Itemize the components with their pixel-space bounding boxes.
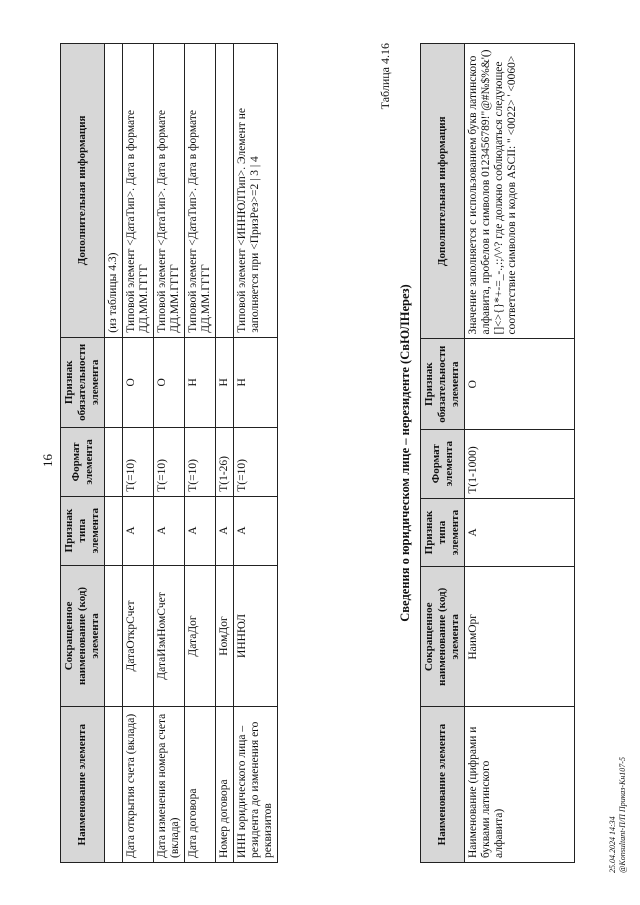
header-name: Наименование элемента	[61, 706, 105, 862]
cell-code: ИННЮЛ	[234, 565, 278, 707]
header-info: Дополнительная информация	[421, 43, 465, 339]
table-header-row	[421, 43, 465, 862]
cell-type: А	[216, 496, 234, 565]
header-type: Признак типа элемента	[61, 496, 105, 565]
cell-code: ДатаДог	[185, 565, 216, 707]
table-title: Сведения о юридическом лице – нерезиденте (СвЮЛНерез)	[398, 283, 412, 622]
cell-code: НаимОрг	[465, 566, 575, 706]
header-type: Признак типа элемента	[421, 498, 465, 567]
print-stamp	[608, 757, 628, 873]
cell-required: Н	[185, 337, 216, 427]
header-required: Признак обязательности элемента	[421, 339, 465, 429]
header-code: Сокращенное наименование (код) элемента	[421, 566, 465, 706]
header-info: Дополнительная информация	[61, 43, 105, 337]
cell-info: Типовой элемент <ИННЮЛТип>. Элемент не заполняется при <ПризРез>=2 | 3 | 4	[234, 43, 278, 337]
cell-code: ДатаИзмНомСчет	[154, 565, 185, 707]
cell-type: А	[465, 498, 575, 567]
table-row	[465, 43, 575, 862]
header-format: Формат элемента	[61, 427, 105, 496]
cell-info: Типовой элемент <ДатаТип>. Дата в формате ДД.ММ.ГГГГ	[185, 43, 216, 337]
cell-type: А	[234, 496, 278, 565]
table-row	[234, 43, 278, 862]
cell-info: Типовой элемент <ДатаТип>. Дата в формате ДД.ММ.ГГГГ	[123, 43, 154, 337]
cell-required: О	[154, 337, 185, 427]
cell-type: А	[185, 496, 216, 565]
header-code: Сокращенное наименование (код) элемента	[61, 565, 105, 707]
table-row	[105, 43, 123, 862]
header-required: Признак обязательности элемента	[61, 337, 105, 427]
cell-name: Дата открытия счета (вклада)	[123, 706, 154, 862]
cell-code: ДатаОткрСчет	[123, 565, 154, 707]
table-row	[154, 43, 185, 862]
cell-required: О	[123, 337, 154, 427]
cell-info	[216, 43, 234, 337]
cell-required: Н	[216, 337, 234, 427]
table-label: Таблица 4.16	[378, 42, 392, 109]
stamp-source: @Konsultant-П/П Приказ-Кн107-5	[618, 756, 627, 873]
cell-name: Дата договора	[185, 706, 216, 862]
cell-format: T(1-1000)	[465, 429, 575, 498]
header-format: Формат элемента	[421, 429, 465, 498]
cell-format: T(1-26)	[216, 427, 234, 496]
table-row	[123, 43, 154, 862]
cell-format: T(=10)	[234, 427, 278, 496]
table-row	[185, 43, 216, 862]
cell-format: T(=10)	[123, 427, 154, 496]
cell-name: ИНН юридического лица – резидента до изменения его реквизитов	[234, 706, 278, 862]
header-name: Наименование элемента	[421, 706, 465, 862]
cell-name: Номер договора	[216, 706, 234, 862]
cell-info: Типовой элемент <ДатаТип>. Дата в формате ДД.ММ.ГГГГ	[154, 43, 185, 337]
cell-format: T(=10)	[154, 427, 185, 496]
cell-code: НомДог	[216, 565, 234, 707]
note-cell: (из таблицы 4.3)	[105, 43, 123, 337]
table-row	[216, 43, 234, 862]
cell-info: Значение заполняется с использованием букв латинского алфавита, пробелов и символов 0123456789!"@#№$%&'()[]<>{}*+-=_-.,:;/\^? где должно соблюдаться следующее соответствие символов и кодов ASCII: " <0022> ' <0060>	[465, 43, 575, 339]
cell-type: А	[154, 496, 185, 565]
cell-format: T(=10)	[185, 427, 216, 496]
table-header-row	[61, 43, 105, 862]
cell-name: Дата изменения номера счета (вклада)	[154, 706, 185, 862]
cell-required: Н	[234, 337, 278, 427]
cell-name: Наименование (цифрами и буквами латинского алфавита)	[465, 706, 575, 862]
rotated-content	[40, 42, 627, 873]
table-previous-continuation	[60, 43, 278, 863]
cell-type: А	[123, 496, 154, 565]
page-number: 16	[40, 453, 55, 467]
stamp-date: 25.04.2024 14:34	[608, 815, 617, 873]
cell-required: О	[465, 339, 575, 429]
table-nonresident-info	[420, 43, 575, 863]
